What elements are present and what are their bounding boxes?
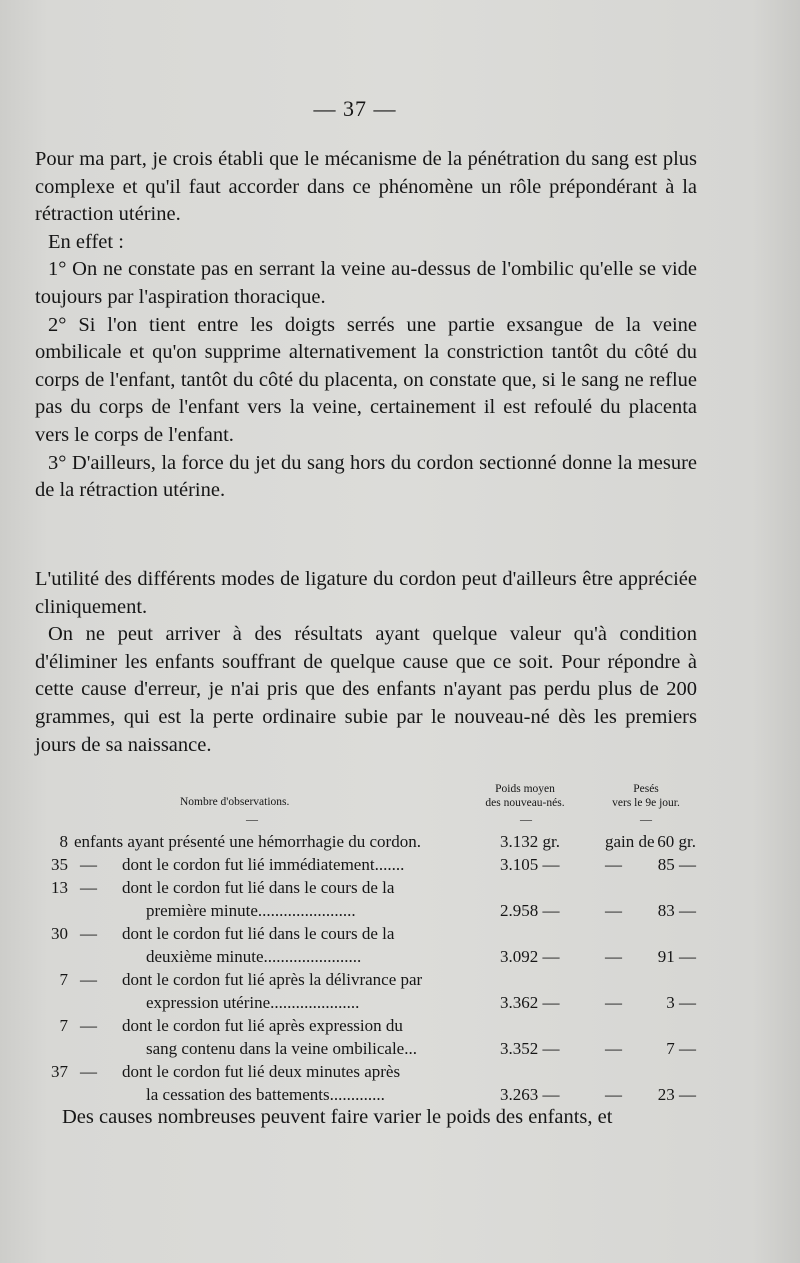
observation-count: 8 [59, 832, 68, 851]
paragraph: On ne peut arriver à des résultats ayant quelque valeur qu'à condition d'éliminer les enfants souffrant de quelque cause que ce soit. Pour répondre à cette cause d'erreur, je n'ai pris que des enfants n'ayant pas perdu plus de 200 grammes, qui est la perte ordinaire subie par le nouveau-né dès les premiers jours de sa naissance. [35, 623, 697, 756]
table-row-continuation [40, 1039, 700, 1062]
ditto-dash: — [80, 924, 97, 943]
table-row-continuation [40, 947, 700, 970]
row-description-continued: expression utérine..................... [146, 993, 360, 1012]
closing-line: Des causes nombreuses peuvent faire varier le poids des enfants, et [62, 1106, 613, 1128]
observations-table [40, 782, 700, 1108]
gain-label: gain de [605, 832, 655, 851]
paragraph: 3° D'ailleurs, la force du jet du sang hors du cordon sectionné donne la mesure de la rétraction utérine. [35, 451, 697, 502]
observation-count: 7 [59, 1016, 68, 1035]
mean-weight: 3.362 — [500, 993, 560, 1012]
gain-label: — [605, 1039, 622, 1058]
header-dash: — [640, 812, 652, 826]
row-description: enfants ayant présenté une hémorrhagie du cordon. [74, 832, 421, 851]
gain-value: 83 — [657, 901, 696, 920]
header-observations: Nombre d'observations. [180, 796, 290, 808]
ditto-dash: — [80, 970, 97, 989]
ditto-dash: — [80, 1016, 97, 1035]
ditto-dash: — [80, 855, 97, 874]
gain-label: — [605, 947, 622, 966]
mean-weight: 3.263 — [500, 1085, 560, 1104]
table-row [40, 878, 700, 901]
paragraph: En effet : [48, 230, 124, 253]
table-row-continuation [40, 1085, 700, 1108]
table-row [40, 1016, 700, 1039]
gain-label: — [605, 901, 622, 920]
paragraph: Pour ma part, je crois établi que le mécanisme de la pénétration du sang est plus complexe et qu'il faut accorder dans ce phénomène un rôle prépondérant à la rétraction utérine. [35, 148, 697, 226]
table-row [40, 970, 700, 993]
observation-count: 35 [51, 855, 68, 874]
row-description: dont le cordon fut lié immédiatement....... [122, 855, 405, 874]
row-description-continued: deuxième minute....................... [146, 947, 362, 966]
row-description-continued: première minute....................... [146, 901, 356, 920]
gain-value: 91 — [657, 947, 696, 966]
mean-weight: 3.092 — [500, 947, 560, 966]
section-clinical-utility [35, 566, 697, 759]
table-body [40, 832, 700, 1108]
header-poids: Poids moyen des nouveau-nés. [485, 783, 565, 809]
table-row [40, 1062, 700, 1085]
paragraph: 2° Si l'on tient entre les doigts serrés une partie exsangue de la veine ombilicale et qu'on supprime alternativement la constriction tantôt du côté du corps de l'enfant, tantôt du côté du placenta, on constate que, si le sang ne reflue pas du corps de l'enfant vers la veine, certainement il est refoulé du placenta vers le corps de l'enfant. [35, 313, 697, 446]
header-peses: Pesés vers le 9e jour. [612, 783, 680, 809]
row-description: dont le cordon fut lié dans le cours de la [122, 878, 395, 897]
observation-count: 13 [51, 878, 68, 897]
table-header [40, 782, 700, 832]
row-description: dont le cordon fut lié dans le cours de la [122, 924, 395, 943]
table-row [40, 924, 700, 947]
observation-count: 7 [59, 970, 68, 989]
mean-weight: 3.132 gr. [500, 832, 560, 851]
gain-value: 85 — [657, 855, 696, 874]
table-row-continuation [40, 901, 700, 924]
ditto-dash: — [80, 878, 97, 897]
gain-value: 3 — [666, 993, 696, 1012]
gain-label: — [605, 855, 622, 874]
header-dash: — [520, 812, 532, 826]
row-description: dont le cordon fut lié après expression du [122, 1016, 403, 1035]
table-row [40, 832, 700, 855]
gain-value: 23 — [657, 1085, 696, 1104]
gain-label: — [605, 1085, 622, 1104]
mean-weight: 3.352 — [500, 1039, 560, 1058]
page-number: — 37 — [313, 96, 397, 121]
gain-label: — [605, 993, 622, 1012]
row-description-continued: sang contenu dans la veine ombilicale... [146, 1039, 417, 1058]
paragraph: L'utilité des différents modes de ligature du cordon peut d'ailleurs être appréciée cliniquement. [35, 568, 697, 618]
mean-weight: 3.105 — [500, 855, 560, 874]
row-description: dont le cordon fut lié deux minutes après [122, 1062, 401, 1081]
table-row [40, 855, 700, 878]
row-description-continued: la cessation des battements............. [146, 1085, 385, 1104]
ditto-dash: — [80, 1062, 97, 1081]
observation-count: 30 [51, 924, 68, 943]
row-description: dont le cordon fut lié après la délivrance par [122, 970, 423, 989]
header-dash: — [246, 812, 258, 826]
table-row-continuation [40, 993, 700, 1016]
gain-value: 7 — [666, 1039, 696, 1058]
observation-count: 37 [51, 1062, 68, 1081]
paragraph: 1° On ne constate pas en serrant la veine au-dessus de l'ombilic qu'elle se vide toujours par l'aspiration thoracique. [35, 258, 697, 308]
mean-weight: 2.958 — [500, 901, 560, 920]
gain-value: 60 gr. [657, 832, 696, 851]
section-ligature-mechanism [35, 146, 697, 505]
